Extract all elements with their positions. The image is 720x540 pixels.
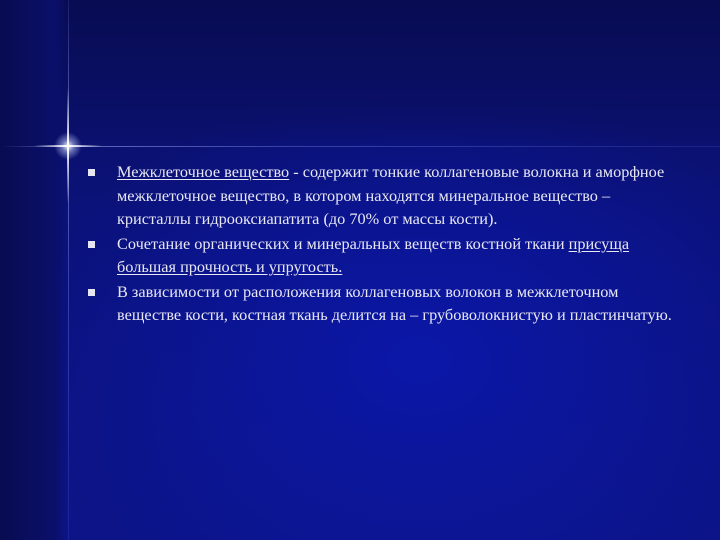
bullet-list [88,160,678,327]
star-ray-vertical [67,88,69,204]
slide-body [88,160,678,328]
bullet-item-intercellular-substance [88,160,678,231]
bullet-item-strength [88,232,678,279]
bullet-item-classification [88,280,678,327]
vertical-divider-line [68,0,69,540]
bullet-term: Межклеточное вещество [117,162,290,181]
bullet-underlined-text: присуща большая прочность и упругость. [117,233,630,276]
square-bullet-icon [88,289,95,296]
bullet-text: В зависимости от расположения коллагеновых волокон в межклеточном веществе кости, костная ткань делится на – грубоволокнистую и пластинчатую. [117,281,672,324]
bullet-text: Сочетание органических и минеральных веществ костной ткани [117,233,569,253]
square-bullet-icon [88,169,95,176]
left-gradient-band [0,0,68,540]
top-gradient-band [0,0,720,150]
horizontal-divider-line [0,146,720,147]
square-bullet-icon [88,241,95,248]
bullet-text: - содержит тонкие коллагеновые волокна и аморфное межклеточное вещество, в котором находятся минеральное вещество – кристаллы гидрооксиапатита (до 70% от массы кости). [117,162,665,228]
